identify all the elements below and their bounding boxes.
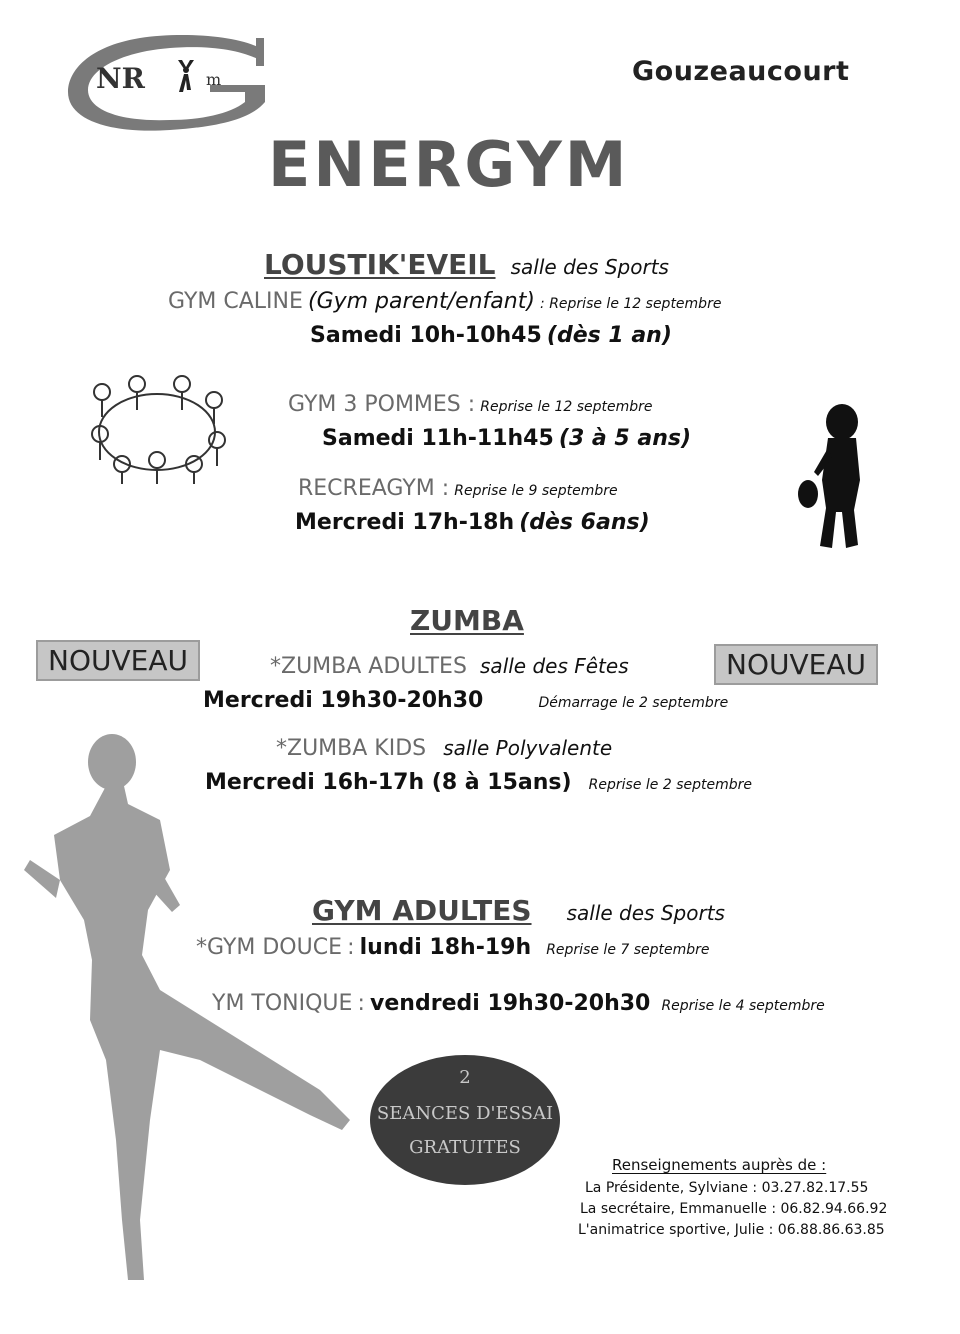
logo-gymnast-icon — [178, 60, 194, 92]
child-ball-silhouette — [796, 400, 876, 552]
contact-line: L'animatrice sportive, Julie : 06.88.86.63.85 — [578, 1222, 885, 1238]
zumba-adultes-note: Démarrage le 2 septembre — [538, 695, 729, 711]
contact-line: La Présidente, Sylviane : 03.27.82.17.55 — [585, 1180, 869, 1196]
new-badge-right: NOUVEAU — [714, 644, 878, 685]
gym-tonique-name: YM TONIQUE — [212, 991, 353, 1016]
gym-3-pommes-schedule: Samedi 11h-11h45 — [322, 426, 554, 451]
recreagym-schedule: Mercredi 17h-18h — [295, 510, 515, 535]
recreagym-schedule-line — [295, 510, 650, 535]
contact-line: La secrétaire, Emmanuelle : 06.82.94.66.92 — [580, 1201, 888, 1217]
gym-douce-note: Reprise le 7 septembre — [546, 942, 710, 958]
recreagym-name: RECREAGYM : — [298, 476, 450, 501]
loustik-room: salle des Sports — [510, 255, 669, 279]
gym-douce-sep: : — [347, 935, 355, 960]
logo-letters-nr: NR — [96, 62, 145, 95]
gym-3-pommes-name: GYM 3 POMMES : — [288, 392, 476, 417]
zumba-kids-schedule: Mercredi 16h-17h (8 à 15ans) — [205, 770, 572, 795]
zumba-kids-room: salle Polyvalente — [443, 736, 613, 760]
gym-adultes-header — [312, 894, 725, 927]
free-trial-line1: SEANCES D'ESSAI — [376, 1103, 554, 1124]
zumba-kids-note: Reprise le 2 septembre — [588, 777, 753, 793]
free-trial-line2: GRATUITES — [409, 1137, 521, 1158]
gym-3-pommes-line — [288, 392, 653, 417]
loustik-header — [264, 248, 669, 281]
page-title: ENERGYM — [268, 128, 630, 201]
recreagym-note: Reprise le 9 septembre — [454, 483, 618, 499]
gym-caline-schedule-line — [310, 323, 672, 348]
gym-3-pommes-age: (3 à 5 ans) — [558, 426, 692, 451]
zumba-kids-schedule-line — [205, 770, 752, 795]
gym-caline-line — [168, 289, 721, 314]
gym-douce-line — [196, 935, 710, 960]
zumba-adultes-name: *ZUMBA ADULTES — [270, 654, 467, 679]
gym-adultes-title: GYM ADULTES — [312, 894, 532, 927]
gym-caline-schedule: Samedi 10h-10h45 — [310, 323, 542, 348]
zumba-adultes-schedule-line — [203, 688, 728, 713]
zumba-adultes-schedule: Mercredi 19h30-20h30 — [203, 688, 484, 713]
zumba-kids-name: *ZUMBA KIDS — [276, 736, 427, 761]
gym-tonique-schedule: vendredi 19h30-20h30 — [370, 991, 651, 1016]
gym-tonique-sep: : — [357, 991, 365, 1016]
new-badge-left: NOUVEAU — [36, 640, 200, 681]
zumba-kids-line — [276, 736, 612, 761]
recreagym-line — [298, 476, 618, 501]
gym-douce-name: *GYM DOUCE — [196, 935, 342, 960]
logo-letter-m: m — [206, 70, 222, 89]
zumba-adultes-line — [270, 654, 629, 679]
gym-caline-detail: (Gym parent/enfant) — [307, 289, 535, 314]
gym-caline-age: (dès 1 an) — [546, 323, 672, 348]
gym-tonique-line — [212, 991, 825, 1016]
gym-douce-schedule: lundi 18h-19h — [359, 935, 532, 960]
children-circle-illustration — [82, 372, 232, 487]
gym-caline-name: GYM CALINE — [168, 289, 303, 314]
free-trial-count: 2 — [459, 1067, 471, 1088]
loustik-title: LOUSTIK'EVEIL — [264, 248, 496, 281]
gym-caline-note: : Reprise le 12 septembre — [540, 296, 722, 312]
gym-tonique-note: Reprise le 4 septembre — [661, 998, 825, 1014]
gym-3-pommes-schedule-line — [322, 426, 691, 451]
gym-3-pommes-note: Reprise le 12 septembre — [480, 399, 653, 415]
zumba-title: ZUMBA — [410, 604, 524, 637]
gym-adultes-room: salle des Sports — [566, 901, 725, 925]
town-name: Gouzeaucourt — [632, 56, 850, 87]
contacts-title: Renseignements auprès de : — [612, 1156, 827, 1174]
club-logo — [60, 30, 290, 140]
free-trial-badge — [370, 1055, 560, 1185]
zumba-adultes-room: salle des Fêtes — [480, 654, 629, 678]
recreagym-age: (dès 6ans) — [519, 510, 650, 535]
